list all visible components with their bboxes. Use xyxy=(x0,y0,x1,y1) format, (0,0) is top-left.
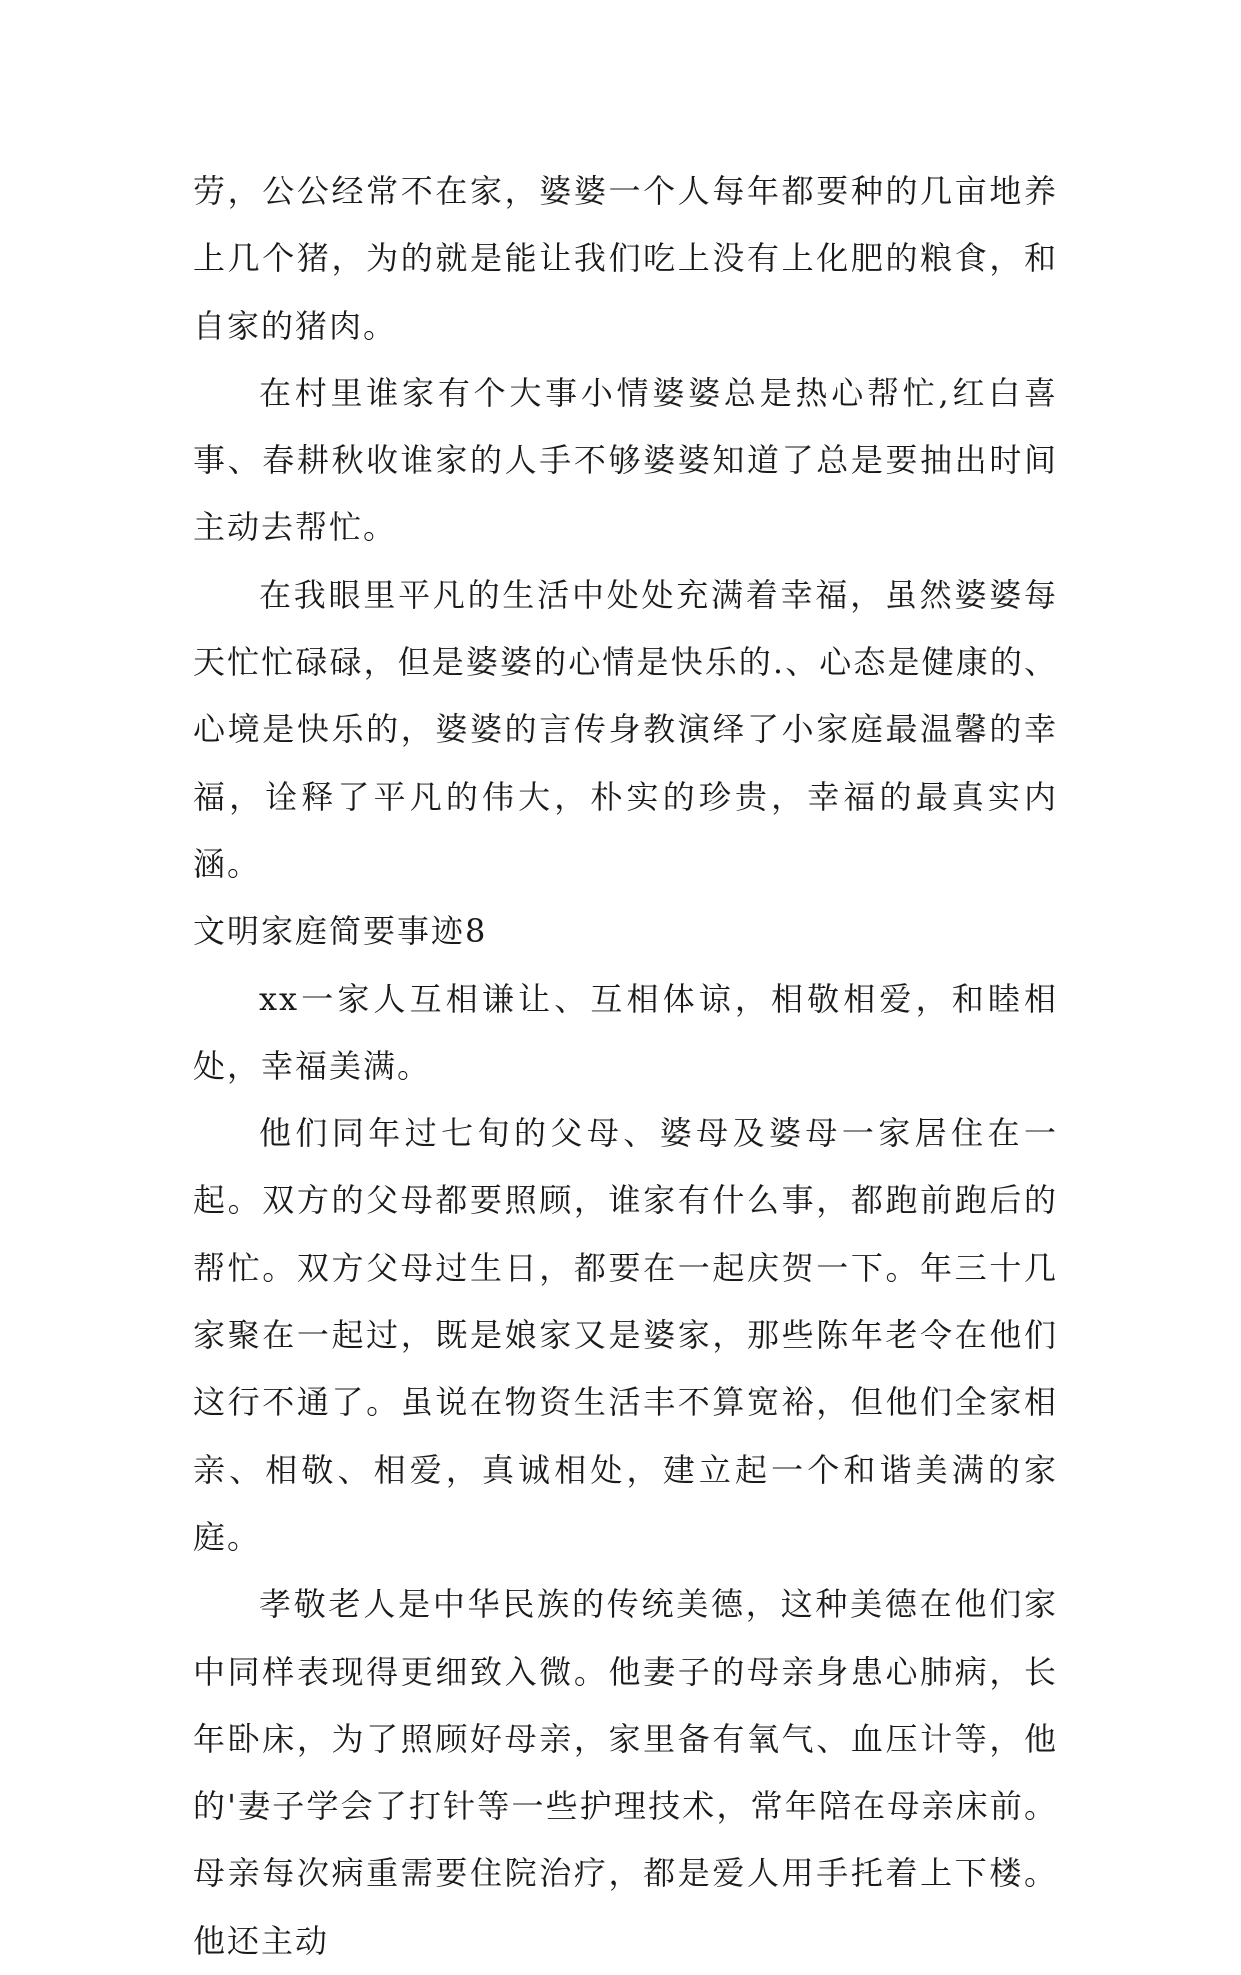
paragraph: 在我眼里平凡的生活中处处充满着幸福，虽然婆婆每天忙忙碌碌，但是婆婆的心情是快乐的.、心态是健康的、心境是快乐的，婆婆的言传身教演绎了小家庭最温馨的幸福，诠释了平凡的伟大，朴实的珍贵，幸福的最真实内涵。 xyxy=(193,575,1058,883)
paragraph: 孝敬老人是中华民族的传统美德，这种美德在他们家中同样表现得更细致入微。他妻子的母亲身患心肺病，长年卧床，为了照顾好母亲，家里备有氧气、血压计等，他的'妻子学会了打针等一些护理技术，常年陪在母亲床前。母亲每次病重需要住院治疗，都是爱人用手托着上下楼。他还主动 xyxy=(193,1585,1058,1960)
document-body xyxy=(193,158,1058,1975)
paragraph-continuation: 劳，公公经常不在家，婆婆一个人每年都要种的几亩地养上几个猪，为的就是能让我们吃上没有上化肥的粮食，和自家的猪肉。 xyxy=(193,172,1058,345)
paragraph: 在村里谁家有个大事小情婆婆总是热心帮忙,红白喜事、春耕秋收谁家的人手不够婆婆知道了总是要抽出时间主动去帮忙。 xyxy=(193,373,1058,547)
section-heading: 文明家庭简要事迹8 xyxy=(193,912,488,951)
paragraph: xx一家人互相谦让、互相体谅，相敬相爱，和睦相处，幸福美满。 xyxy=(193,979,1058,1085)
paragraph: 他们同年过七旬的父母、婆母及婆母一家居住在一起。双方的父母都要照顾，谁家有什么事，都跑前跑后的帮忙。双方父母过生日，都要在一起庆贺一下。年三十几家聚在一起过，既是娘家又是婆家，那些陈年老令在他们这行不通了。虽说在物资生活丰不算宽裕，但他们全家相亲、相敬、相爱，真诚相处，建立起一个和谐美满的家庭。 xyxy=(193,1114,1058,1556)
